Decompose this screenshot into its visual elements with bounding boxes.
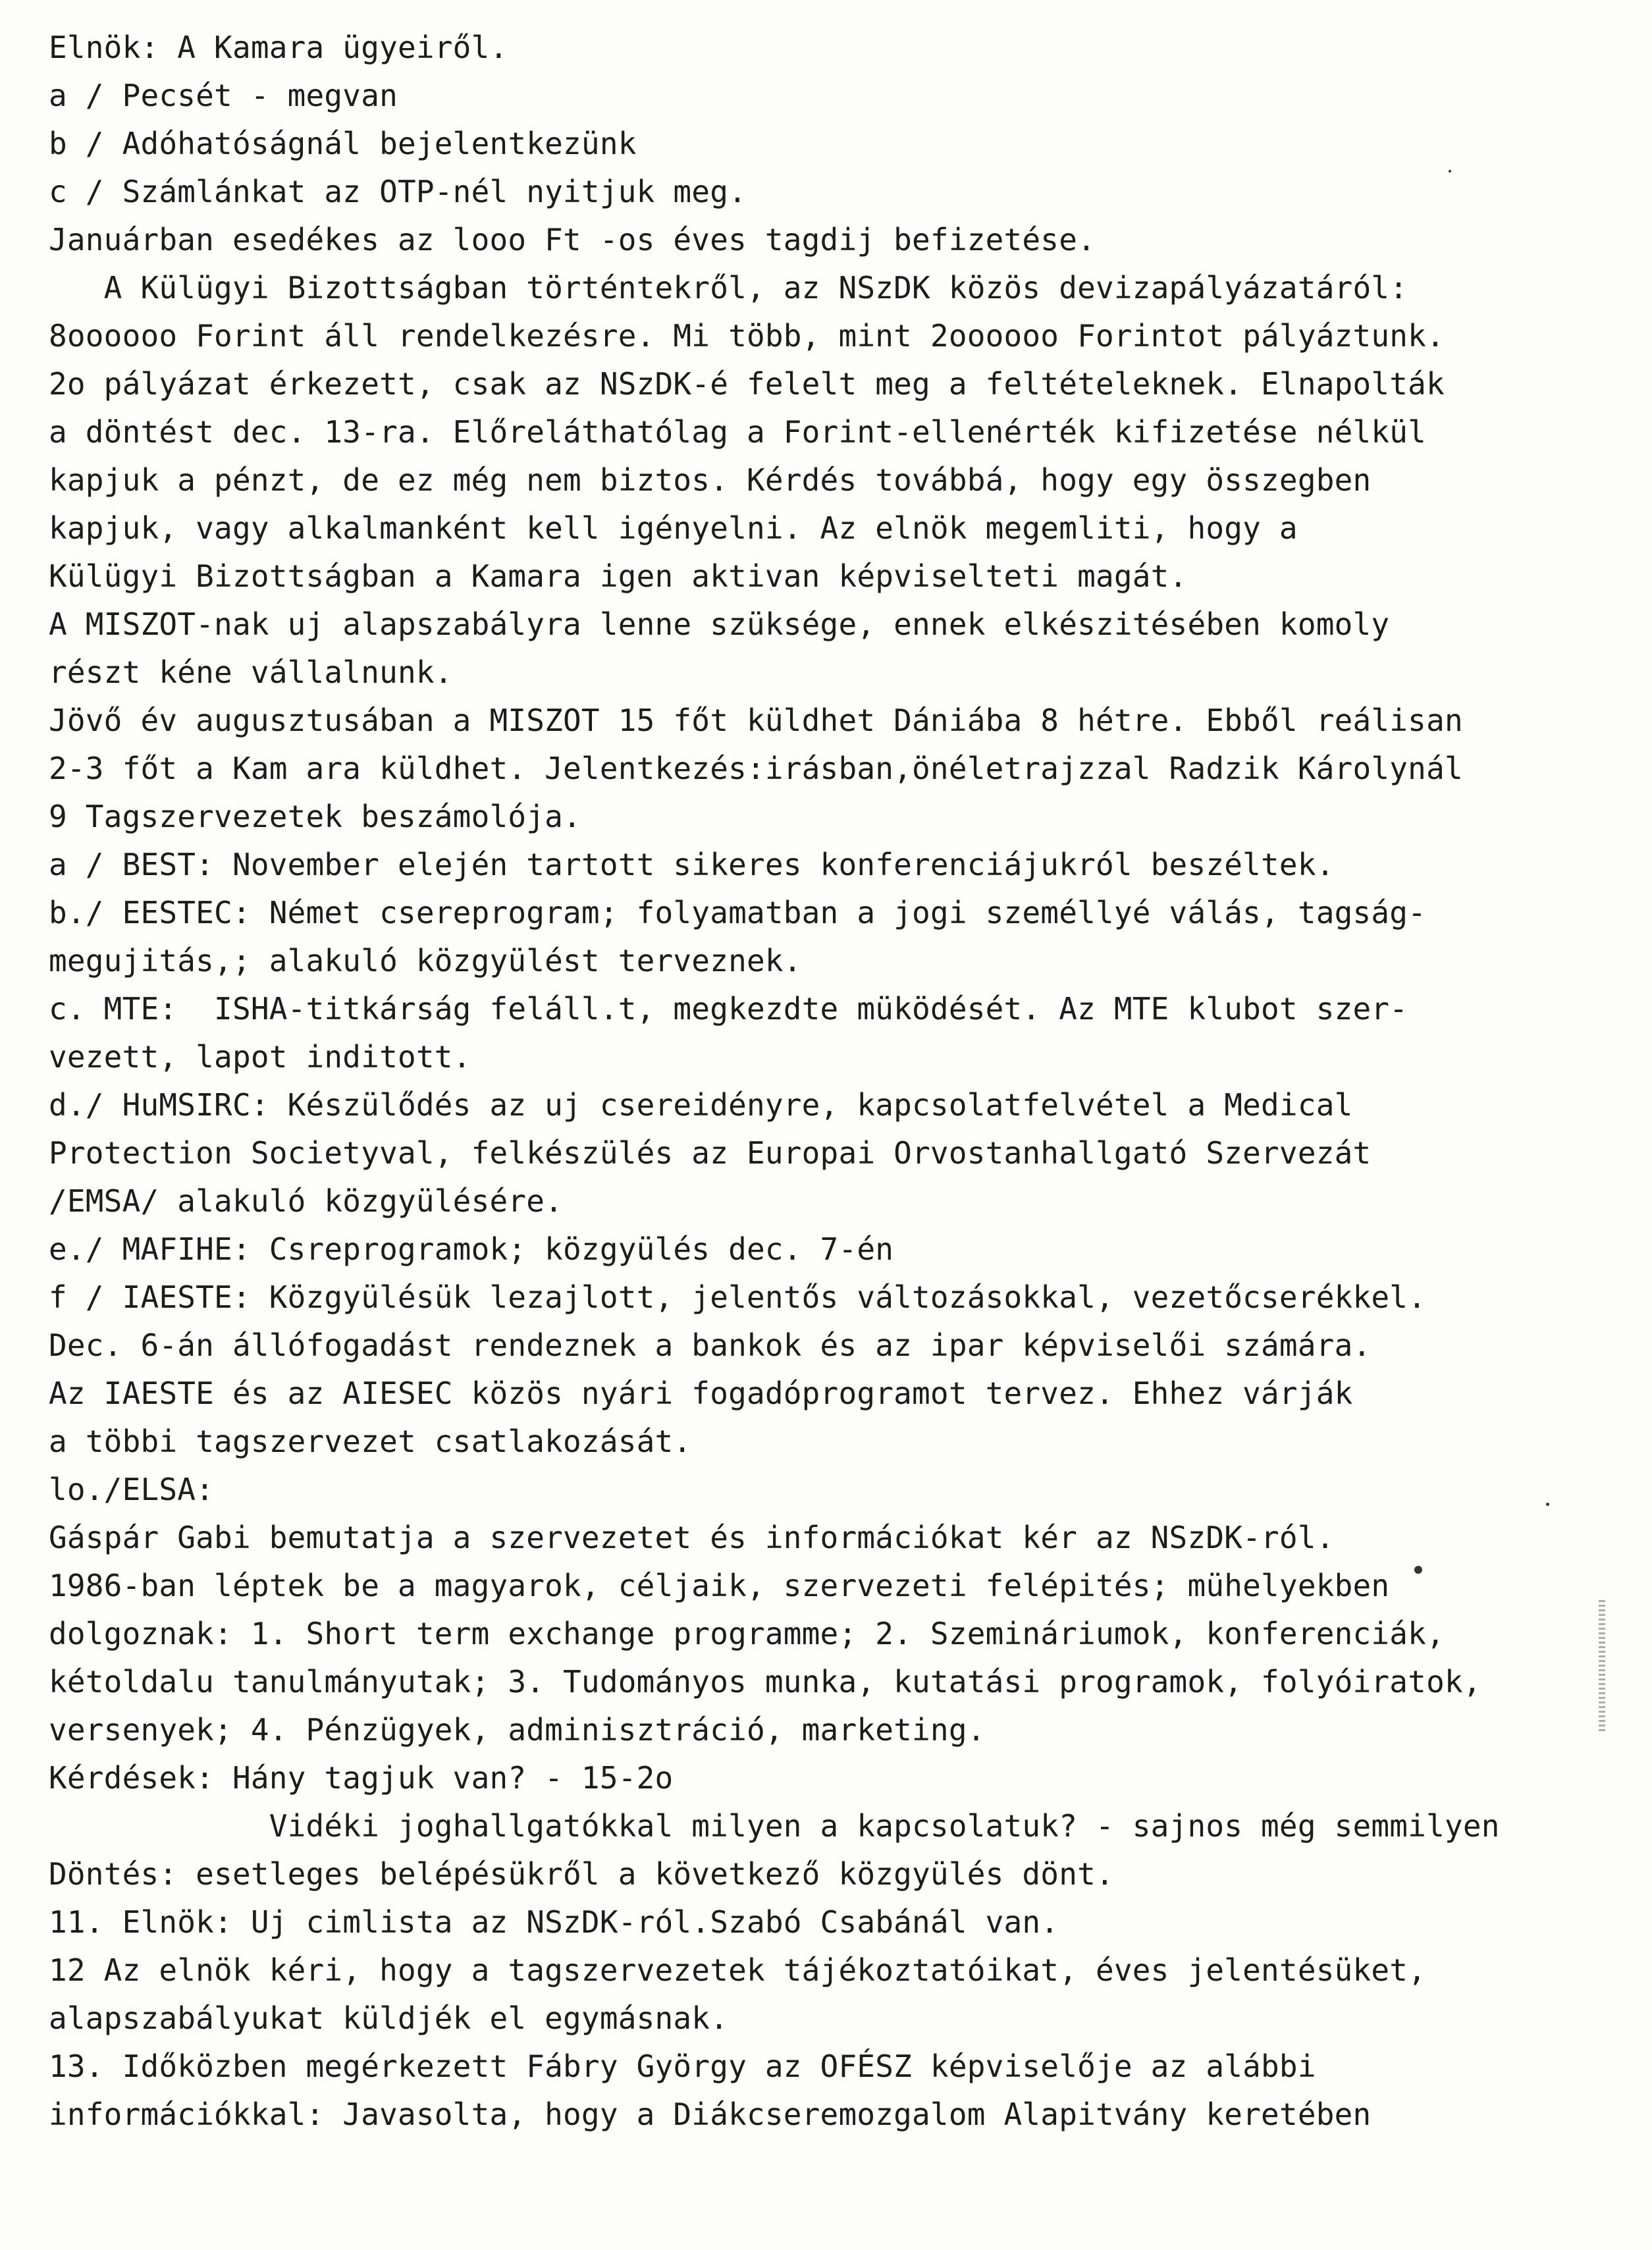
text-line: kapjuk, vagy alkalmanként kell igényelni. Az elnök megemliti, hogy a	[49, 510, 1298, 546]
scan-speck	[1546, 1503, 1549, 1506]
text-line: Gáspár Gabi bemutatja a szervezetet és információkat kér az NSzDK-ról.	[49, 1520, 1335, 1555]
text-line: A MISZOT-nak uj alapszabályra lenne szüksége, ennek elkészitésében komoly	[49, 606, 1390, 642]
text-line: alapszabályukat küldjék el egymásnak.	[49, 2000, 729, 2036]
document-body	[49, 24, 1629, 2139]
text-line: /EMSA/ alakuló közgyülésére.	[49, 1183, 564, 1219]
text-line: 12 Az elnök kéri, hogy a tagszervezetek tájékoztatóikat, éves jelentésüket,	[49, 1952, 1427, 1988]
text-line: f / IAESTE: Közgyülésük lezajlott, jelentős változásokkal, vezetőcserékkel.	[49, 1279, 1427, 1315]
text-line: c. MTE: ISHA-titkárság feláll.t, megkezdte müködését. Az MTE klubot szer-	[49, 991, 1408, 1027]
text-line: megujitás,; alakuló közgyülést terveznek.	[49, 943, 802, 978]
scan-speck	[1414, 1566, 1422, 1574]
text-line: 9 Tagszervezetek beszámolója.	[49, 799, 581, 834]
text-line: 1986-ban léptek be a magyarok, céljaik, szervezeti felépités; mühelyekben	[49, 1568, 1390, 1603]
text-line: Kérdések: Hány tagjuk van? - 15-2o	[49, 1760, 674, 1796]
text-line: kétoldalu tanulmányutak; 3. Tudományos munka, kutatási programok, folyóiratok,	[49, 1664, 1481, 1700]
text-line: Vidéki joghallgatókkal milyen a kapcsolatuk? - sajnos még semmilyen	[49, 1808, 1500, 1844]
text-line: részt kéne vállalnunk.	[49, 655, 453, 690]
text-line: b./ EESTEC: Német csereprogram; folyamatban a jogi személlyé válás, tagság-	[49, 895, 1427, 930]
text-line: a döntést dec. 13-ra. Előreláthatólag a Forint-ellenérték kifizetése nélkül	[49, 414, 1427, 450]
scan-edge-mark	[1599, 1600, 1605, 1732]
text-line: lo./ELSA:	[49, 1472, 215, 1507]
text-line: d./ HuMSIRC: Készülődés az uj csereidényre, kapcsolatfelvétel a Medical	[49, 1087, 1353, 1123]
text-line: 11. Elnök: Uj cimlista az NSzDK-ról.Szabó Csabánál van.	[49, 1904, 1059, 1940]
text-line: 2-3 főt a Kam ara küldhet. Jelentkezés:irásban,önéletrajzzal Radzik Károlynál	[49, 751, 1463, 786]
text-line: Elnök: A Kamara ügyeiről.	[49, 30, 508, 65]
text-line: a / BEST: November elején tartott sikeres konferenciájukról beszéltek.	[49, 847, 1335, 882]
text-line: Protection Societyval, felkészülés az Europai Orvostanhallgató Szervezát	[49, 1135, 1372, 1171]
text-line: Dec. 6-án állófogadást rendeznek a bankok és az ipar képviselői számára.	[49, 1327, 1372, 1363]
text-line: 13. Időközben megérkezett Fábry György az OFÉSZ képviselője az alábbi	[49, 2049, 1316, 2084]
text-line: dolgoznak: 1. Short term exchange programme; 2. Szemináriumok, konferenciák,	[49, 1616, 1445, 1651]
text-line: versenyek; 4. Pénzügyek, adminisztráció, marketing.	[49, 1712, 986, 1748]
text-line: a / Pecsét - megvan	[49, 78, 398, 113]
text-line: b / Adóhatóságnál bejelentkezünk	[49, 126, 637, 161]
text-line: Külügyi Bizottságban a Kamara igen aktivan képviselteti magát.	[49, 558, 1188, 594]
text-line: vezett, lapot inditott.	[49, 1039, 471, 1075]
text-line: információkkal: Javasolta, hogy a Diákcseremozgalom Alapitvány keretében	[49, 2097, 1372, 2132]
text-line: c / Számlánkat az OTP-nél nyitjuk meg.	[49, 174, 747, 209]
text-line: a többi tagszervezet csatlakozását.	[49, 1424, 692, 1459]
text-line: A Külügyi Bizottságban történtekről, az NSzDK közös devizapályázatáról:	[49, 270, 1408, 306]
scan-speck	[1449, 170, 1451, 173]
text-line: 2o pályázat érkezett, csak az NSzDK-é felelt meg a feltételeknek. Elnapolták	[49, 366, 1445, 402]
text-line: kapjuk a pénzt, de ez még nem biztos. Kérdés továbbá, hogy egy összegben	[49, 462, 1372, 498]
text-line: Az IAESTE és az AIESEC közös nyári fogadóprogramot tervez. Ehhez várják	[49, 1376, 1353, 1411]
text-line: Döntés: esetleges belépésükről a következő közgyülés dönt.	[49, 1856, 1114, 1892]
text-line: Januárban esedékes az looo Ft -os éves tagdij befizetése.	[49, 222, 1096, 257]
text-line: 8oooooo Forint áll rendelkezésre. Mi több, mint 2oooooo Forintot pályáztunk.	[49, 318, 1445, 354]
text-line: Jövő év augusztusában a MISZOT 15 főt küldhet Dániába 8 hétre. Ebből reálisan	[49, 703, 1463, 738]
text-line: e./ MAFIHE: Csreprogramok; közgyülés dec. 7-én	[49, 1231, 894, 1267]
